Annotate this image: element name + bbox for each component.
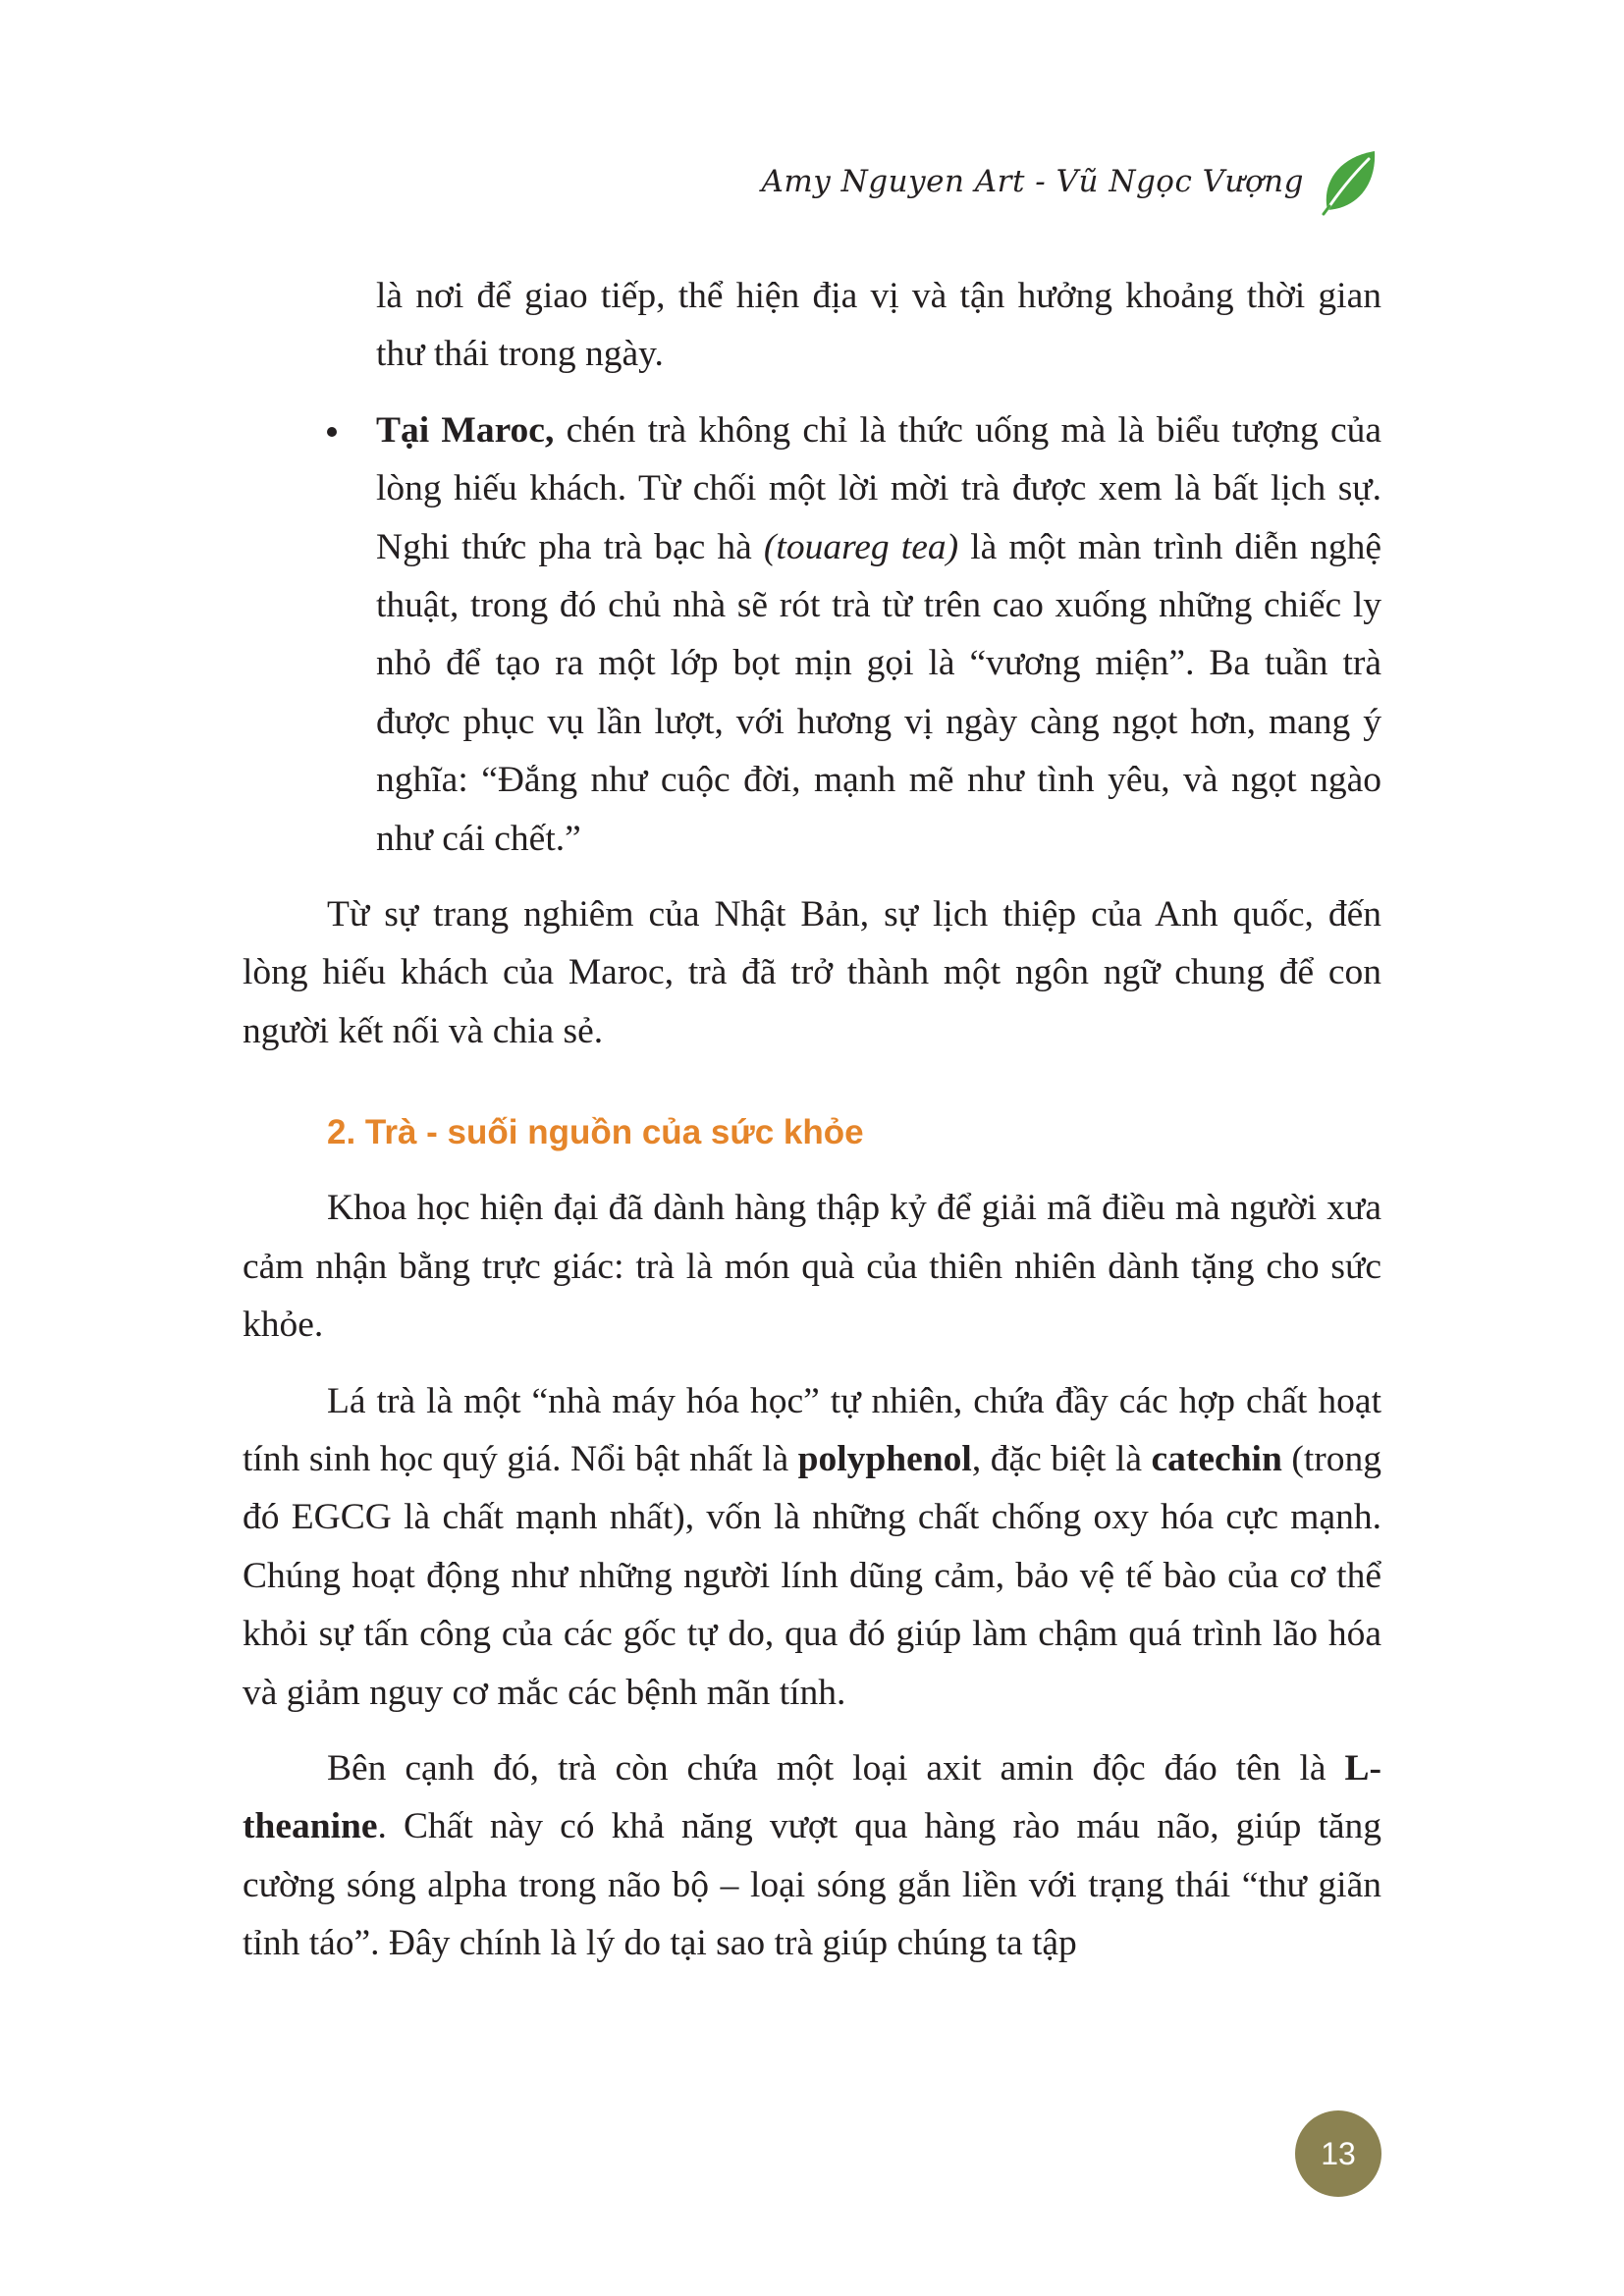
paragraph-summary: Từ sự trang nghiêm của Nhật Bản, sự lịch thiệp của Anh quốc, đến lòng hiếu khách của Maroc, trà đã trở thành một ngôn ngữ chung để con người kết nối và chia sẻ. [243,894,1381,1051]
bullet-item-maroc [243,401,1381,868]
section-heading: 2. Trà - suối nguồn của sức khỏe [327,1113,864,1152]
main-text [243,267,1381,1973]
catechin-term: catechin [1151,1438,1282,1479]
paragraph-polyphenol [243,1372,1381,1722]
para3-part3: (trong đó EGCG là chất mạnh nhất), vốn là những chất chống oxy hóa cực mạnh. Chúng hoạt động như những người lính dũng cảm, bảo vệ tế bào của cơ thể khỏi sự tấn công của các gốc tự do, qua đó giúp làm chậm quá trình lão hóa và giảm nguy cơ mắc các bệnh mãn tính. [243,1438,1381,1713]
para4-part2: . Chất này có khả năng vượt qua hàng rào máu não, giúp tăng cường sóng alpha trong não bộ – loại sóng gắn liền với trạng thái “thư giãn tỉnh táo”. Đây chính là lý do tại sao trà giúp chúng ta tập [243,1806,1381,1964]
theanine-term: L-theanine [243,1747,1381,1847]
para3-part1: Lá trà là một “nhà máy hóa học” tự nhiên, chứa đầy các hợp chất hoạt tính sinh học quý giá. Nổi bật nhất là [243,1380,1381,1479]
paragraph-theanine [243,1739,1381,1973]
bullet-text [376,401,1381,868]
bullet-bold: Tại Maroc, [376,409,555,451]
para4-part1: Bên cạnh đó, trà còn chứa một loại axit amin độc đáo tên là [327,1747,1345,1789]
page-number: 13 [1321,2135,1356,2171]
leaf-icon [1320,147,1379,216]
running-header [762,147,1380,216]
paragraph-science: Khoa học hiện đại đã dành hàng thập kỷ để giải mã điều mà người xưa cảm nhận bằng trực giác: trà là món quà của thiên nhiên dành tặng cho sức khỏe. [243,1188,1381,1346]
continuation-paragraph: là nơi để giao tiếp, thể hiện địa vị và tận hưởng khoảng thời gian thư thái trong ngày. [376,276,1381,375]
bullet-italic: (touareg tea) [763,526,959,567]
polyphenol-term: polyphenol [797,1438,972,1479]
para3-part2: , đặc biệt là [971,1438,1152,1479]
bullet-text-part2: là một màn trình diễn nghệ thuật, trong đó chủ nhà sẽ rót trà từ trên cao xuống những chiếc ly nhỏ để tạo ra một lớp bọt mịn gọi là “vương miện”. Ba tuần trà được phục vụ lần lượt, với hương vị ngày càng ngọt hơn, mang ý nghĩa: “Đắng như cuộc đời, mạnh mẽ như tình yêu, và ngọt ngào như cái chết.” [376,526,1381,859]
page-number-badge [1295,2110,1381,2197]
bullet-icon [327,427,337,437]
header-author: Amy Nguyen Art - Vũ Ngọc Vượng [761,164,1304,199]
bullet-text-part1: chén trà không chỉ là thức uống mà là biểu tượng của lòng hiếu khách. Từ chối một lời mời trà được xem là bất lịch sự. Nghi thức pha trà bạc hà [376,409,1382,567]
